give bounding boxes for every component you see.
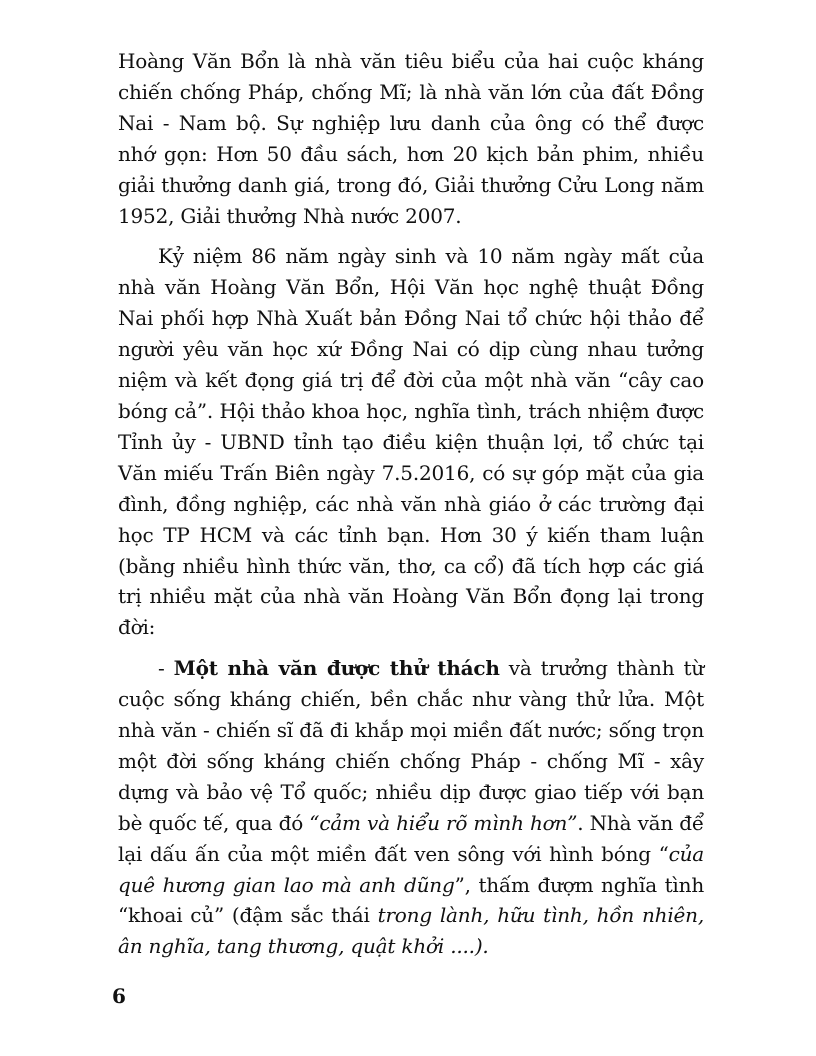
italic-list: trong lành, hữu tình, hồn nhiên, ân nghĩa, tang thương, quật khởi ....).	[118, 903, 704, 959]
dash-marker: -	[158, 656, 174, 681]
body-text	[118, 46, 704, 962]
italic-quote: của quê hương gian lao mà anh dũng	[118, 841, 704, 897]
paragraph-conference: Kỷ niệm 86 năm ngày sinh và 10 năm ngày mất của nhà văn Hoàng Văn Bổn, Hội Văn học nghệ thuật Đồng Nai phối hợp Nhà Xuất bản Đồng Nai tổ chức hội thảo để người yêu văn học xứ Đồng Nai có dịp cùng nhau tưởng niệm và kết đọng giá trị để đời của một nhà văn “cây cao bóng cả”. Hội thảo khoa học, nghĩa tình, trách nhiệm được Tỉnh ủy - UBND tỉnh tạo điều kiện thuận lợi, tổ chức tại Văn miếu Trấn Biên ngày 7.5.2016, có sự góp mặt của gia đình, đồng nghiệp, các nhà văn nhà giáo ở các trường đại học TP HCM và các tỉnh bạn. Hơn 30 ý kiến tham luận (bằng nhiều hình thức văn, thơ, ca cổ) đã tích hợp các giá trị nhiều mặt của nhà văn Hoàng Văn Bổn đọng lại trong đời:	[118, 244, 704, 640]
bold-heading: Một nhà văn được thử thách	[173, 656, 500, 681]
text-segment: và trưởng thành từ cuộc sống kháng chiến, bền chắc như vàng thử lửa. Một nhà văn - chiến sĩ đã đi khắp mọi miền đất nước; sống trọn một đời sống kháng chiến chống Pháp - chống Mĩ - xây dựng và bảo vệ Tổ quốc; nhiều dịp được giao tiếp với bạn bè quốc tế, qua đó	[118, 656, 704, 835]
italic-quote: “cảm và hiểu rõ mình hơn”	[309, 810, 578, 835]
paragraph-intro: Hoàng Văn Bổn là nhà văn tiêu biểu của hai cuộc kháng chiến chống Pháp, chống Mĩ; là nhà văn lớn của đất Đồng Nai - Nam bộ. Sự nghiệp lưu danh của ông có thể được nhớ gọn: Hơn 50 đầu sách, hơn 20 kịch bản phim, nhiều giải thưởng danh giá, trong đó, Giải thưởng Cửu Long năm 1952, Giải thưởng Nhà nước 2007.	[118, 49, 704, 228]
text-segment: . Nhà văn để lại dấu ấn của một miền đất ven sông với hình bóng “	[118, 810, 705, 866]
text-segment: ”, thấm đượm nghĩa tình “khoai củ” (đậm sắc thái	[118, 872, 704, 928]
paragraph-writer-tested	[118, 653, 704, 962]
page-number: 6	[112, 984, 126, 1008]
